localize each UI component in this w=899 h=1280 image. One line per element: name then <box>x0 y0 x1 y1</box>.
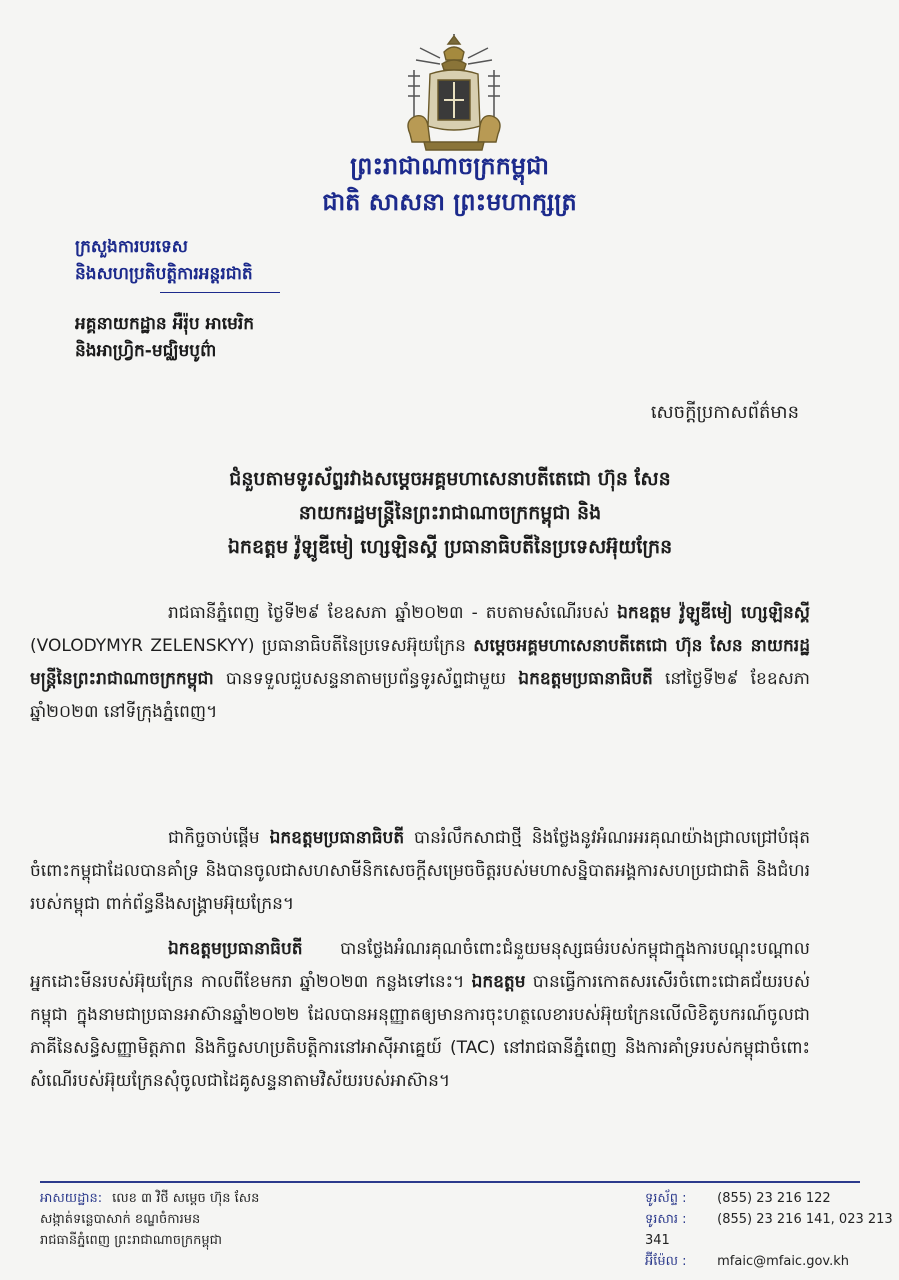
ministry-line-2: និងសហប្រតិបត្តិការអន្តរជាតិ <box>75 264 253 284</box>
title-line-3: ឯកឧត្តម វ៉ូឡូឌីមៀ ហ្សេឡិនស្គី ប្រធានាធិបតីនៃប្រទេសអ៊ុយក្រែន <box>227 536 673 558</box>
footer-address <box>40 1188 259 1251</box>
paragraph-3: ឯកឧត្តមប្រធានាធិបតី បានថ្លែងអំណរគុណចំពោះជំនួយមនុស្សធម៌របស់កម្ពុជាក្នុងការបណ្តុះបណ្តាល អ្នកដោះមីនរបស់អ៊ុយក្រែន កាលពីខែមករា ឆ្នាំ២០២៣ កន្លងទៅនេះ។ ឯកឧត្តម បានធ្វើការកោតសរសើរចំពោះជោគជ័យរបស់កម្ពុជា ក្នុងនាមជាប្រធានអាស៊ានឆ្នាំ២០២២ ដែលបានអនុញ្ញាតឲ្យមានការចុះហត្ថលេខារបស់អ៊ុយក្រែនលើលិខិតូបករណ៍ចូលជាភាគីនៃសន្ធិសញ្ញាមិត្តភាព និងកិច្ចសហប្រតិបត្តិការនៅអាស៊ីអាគ្នេយ៍ (TAC) នៅរាជធានីភ្នំពេញ និងការគាំទ្ររបស់កម្ពុជាចំពោះសំណើរបស់អ៊ុយក្រែនសុំចូលជាដៃគូសន្ទនាតាមវិស័យរបស់អាស៊ាន។ <box>30 939 811 1091</box>
directorate-name <box>75 311 254 365</box>
directorate-line-1: អគ្គនាយកដ្ឋាន អឺរ៉ុប អាមេរិក <box>75 314 255 334</box>
footer-divider <box>40 1181 860 1183</box>
title-line-1: ជំនួបតាមទូរស័ព្ទរវាងសម្តេចអគ្គមហាសេនាបតីតេជោ ហ៊ុន សែន <box>229 468 671 490</box>
phone-label: ទូរស័ព្ទ : <box>645 1191 687 1206</box>
bold-name: ឯកឧត្តមប្រធានាធិបតី <box>518 669 653 689</box>
bold-name: ឯកឧត្តមប្រធានាធិបតី <box>269 828 405 848</box>
fax-label: ទូរសារ : <box>645 1212 687 1227</box>
address-line-1: លេខ ៣ វិថី សម្តេច ហ៊ុន សែន <box>112 1191 260 1206</box>
paragraph-1: រាជធានីភ្នំពេញ ថ្ងៃទី២៩ ខែឧសភា ឆ្នាំ២០២៣ - តបតាមសំណើរបស់ ឯកឧត្តម វ៉ូឡូឌីមៀ ហ្សេឡិនស្គី (VOLODYMYR ZELENSKYY) ប្រធានាធិបតីនៃប្រទេសអ៊ុយក្រែន សម្តេចអគ្គមហាសេនាបតីតេជោ ហ៊ុន សែន នាយករដ្ឋមន្ត្រីនៃព្រះរាជាណាចក្រកម្ពុជា បានទទួលជួបសន្ទនាតាមប្រព័ន្ធទូរស័ព្ទជាមួយ ឯកឧត្តមប្រធានាធិបតី នៅថ្ងៃទី២៩ ខែឧសភា ឆ្នាំ២០២៣ នៅទីក្រុងភ្នំពេញ។ <box>30 603 810 722</box>
bold-name: ឯកឧត្តមប្រធានាធិបតី <box>168 939 303 959</box>
ministry-divider <box>160 292 280 293</box>
press-release-label: សេចក្តីប្រកាសព័ត៌មាន <box>650 402 799 423</box>
email-label: អ៊ីម៉ែល : <box>645 1254 687 1269</box>
ministry-name <box>75 234 253 288</box>
bold-name: ឯកឧត្តម វ៉ូឡូឌីមៀ ហ្សេឡិនស្គី <box>617 603 810 623</box>
address-line-3: រាជធានីភ្នំពេញ ព្រះរាជាណាចក្រកម្ពុជា <box>40 1233 222 1248</box>
royal-emblem-icon <box>400 30 508 158</box>
email-address[interactable]: mfaic@mfaic.gov.kh <box>717 1254 849 1269</box>
document-title <box>60 462 840 564</box>
kingdom-name: ព្រះរាជាណាចក្រកម្ពុជា <box>350 152 549 180</box>
address-label: អាសយដ្ឋាន: <box>40 1191 103 1206</box>
footer-contact <box>645 1188 899 1272</box>
fax-number: (855) 23 216 141, 023 213 341 <box>645 1212 893 1248</box>
bold-name: សម្តេចអគ្គមហាសេនាបតីតេជោ ហ៊ុន សែន នាយករដ្ឋមន្ត្រីនៃព្រះរាជាណាចក្រកម្ពុជា <box>30 636 810 689</box>
title-line-2: នាយករដ្ឋមន្ត្រីនៃព្រះរាជាណាចក្រកម្ពុជា និង <box>298 502 602 524</box>
ministry-line-1: ក្រសួងការបរទេស <box>75 237 188 257</box>
directorate-line-2: និងអាហ្វ្រិក-មជ្ឈិមបូព៌ា <box>75 341 217 361</box>
national-motto: ជាតិ សាសនា ព្រះមហាក្សត្រ <box>322 188 577 216</box>
phone-number: (855) 23 216 122 <box>717 1191 831 1206</box>
bold-name: ឯកឧត្តម <box>471 972 526 992</box>
address-line-2: សង្កាត់ទន្លេបាសាក់ ខណ្ឌចំការមន <box>40 1212 201 1227</box>
paragraph-2: ជាកិច្ចចាប់ផ្តើម ឯកឧត្តមប្រធានាធិបតី បានរំលឹកសាជាថ្មី និងថ្លែងនូវអំណរអរគុណយ៉ាងជ្រាលជ្រៅបំផុតចំពោះកម្ពុជាដែលបានគាំទ្រ និងបានចូលជាសហសាមីនិកសេចក្តីសម្រេចចិត្តរបស់មហាសន្និបាតអង្គការសហប្រជាជាតិ និងជំហររបស់កម្ពុជា ពាក់ព័ន្ធនឹងសង្គ្រាមអ៊ុយក្រែន។ <box>30 828 810 914</box>
